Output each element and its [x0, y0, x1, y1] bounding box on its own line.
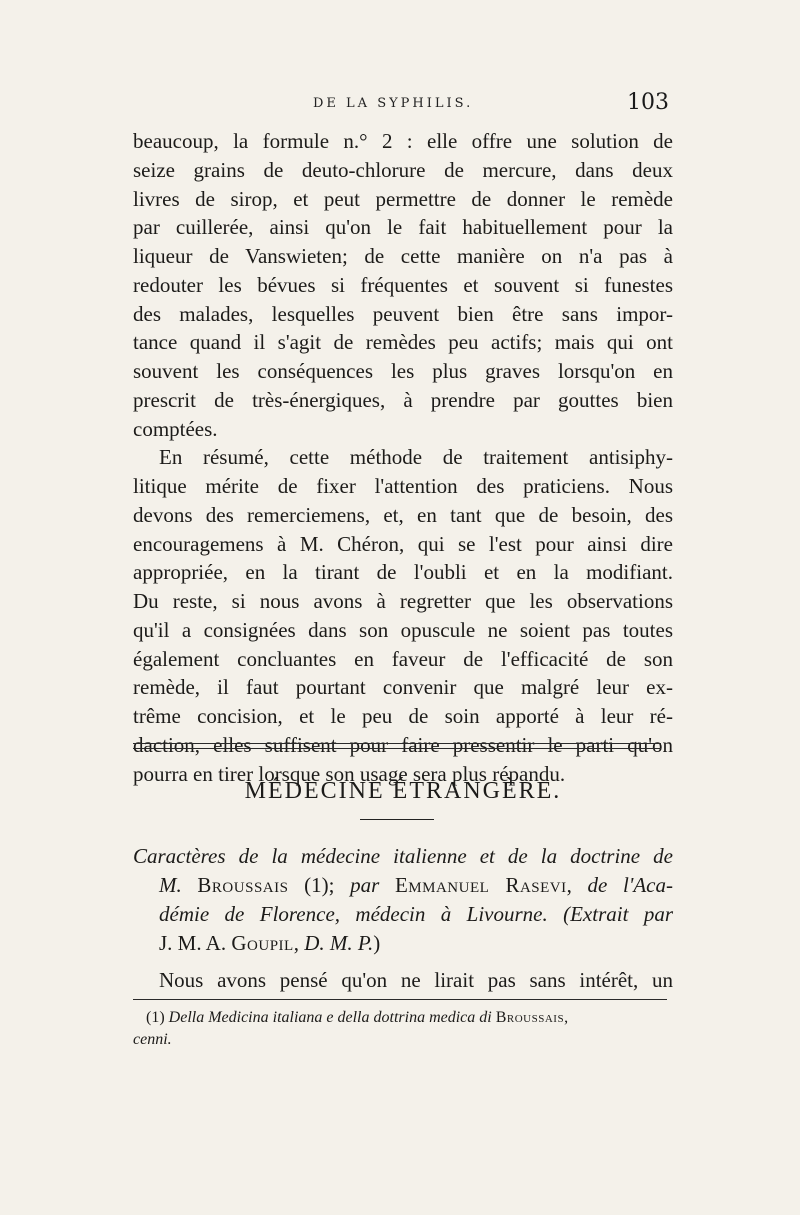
- article-title-segment: par: [350, 873, 395, 897]
- text-line: En résumé, cette méthode de traitement antisiphy-: [159, 445, 673, 470]
- footnote-marker: (1): [146, 1009, 169, 1026]
- author-name-rasevi: Emmanuel Rasevi: [394, 873, 567, 897]
- article-title-segment: M.: [159, 873, 198, 897]
- text-line: encouragemens à M. Chéron, qui se l'est pour ainsi dire: [133, 531, 673, 556]
- text-line: daction, elles suffisent pour faire pressentir le parti qu'on: [133, 732, 673, 757]
- text-line: des malades, lesquelles peuvent bien être sans impor-: [133, 301, 673, 326]
- article-title-line: [133, 871, 673, 900]
- article-heading: [133, 842, 673, 958]
- text-line: qu'il a consignées dans son opuscule ne soient pas toutes: [133, 617, 673, 642]
- footnote-title: Della Medicina italiana e della dottrina medica di: [168, 1009, 496, 1026]
- text-line: beaucoup, la formule n.° 2 : elle offre une solution de: [133, 129, 673, 153]
- text-line: par cuillerée, ainsi qu'on le fait habituellement pour la: [133, 215, 673, 240]
- text-line: souvent les conséquences les plus graves lorsqu'on en: [133, 359, 673, 383]
- footnote-author: Broussais: [495, 1009, 565, 1026]
- footnote-tail: ,: [564, 1009, 569, 1026]
- author-credentials: D. M. P.: [304, 931, 374, 955]
- text-line: liqueur de Vanswieten; de cette manière on n'a pas à: [133, 244, 673, 268]
- text-line: pourra en tirer lorsque son usage sera plus répandu.: [133, 761, 566, 786]
- article-title-segment: de l'Aca-: [587, 873, 674, 897]
- article-title-segment: ,: [566, 873, 588, 897]
- article-title-line: démie de Florence, médecin à Livourne. (Extrait par: [159, 902, 673, 926]
- text-line: trême concision, et le peu de soin apporté à leur ré-: [133, 704, 673, 728]
- article-title-line: [133, 929, 673, 958]
- text-line: redouter les bévues si fréquentes et souvent si funestes: [133, 272, 673, 297]
- section-title-rule: [360, 819, 434, 820]
- section-divider-double-rule: [133, 743, 661, 749]
- author-name-goupil: Goupil: [231, 931, 294, 955]
- footnote-rule: [133, 999, 667, 1000]
- article-title-line: Caractères de la médecine italienne et de la doctrine de: [133, 844, 673, 868]
- article-first-line: Nous avons pensé qu'on ne lirait pas sans intérêt, un: [159, 968, 673, 992]
- text-line: prescrit de très-énergiques, à prendre par gouttes bien: [133, 387, 673, 412]
- article-title-segment: J. M. A.: [159, 931, 232, 955]
- text-line: livres de sirop, et peut permettre de donner le remède: [133, 186, 673, 211]
- section-title: MÉDECINE ÉTRANGÈRE.: [244, 778, 562, 804]
- article-title-segment: ,: [293, 931, 305, 955]
- text-line: également concluantes en faveur de l'efficacité de son: [133, 646, 673, 671]
- text-line: tance quand il s'agit de remèdes peu actifs; mais qui ont: [133, 330, 673, 355]
- text-line: Du reste, si nous avons à regretter que les observations: [133, 589, 673, 613]
- text-line: devons des remerciemens, et, en tant que de besoin, des: [133, 502, 673, 527]
- footnote-line: [133, 1007, 673, 1029]
- footnote: [133, 1007, 673, 1051]
- footnote-line: cenni.: [133, 1031, 172, 1048]
- text-line: litique mérite de fixer l'attention des praticiens. Nous: [133, 474, 673, 498]
- author-name-broussais: Broussais: [197, 873, 289, 897]
- page-number: 103: [627, 90, 669, 115]
- text-line: remède, il faut pourtant convenir que malgré leur ex-: [133, 675, 673, 700]
- running-header: [133, 90, 669, 120]
- body-paragraphs: [133, 127, 673, 788]
- running-title: DE LA SYPHILIS.: [313, 96, 474, 111]
- text-line: seize grains de deuto-chlorure de mercure, dans deux: [133, 157, 673, 182]
- footnote-ref: (1);: [288, 873, 351, 897]
- text-line: appropriée, en la tirant de l'oubli et en la modifiant.: [133, 560, 673, 585]
- article-title-segment: ): [373, 931, 381, 955]
- text-line: comptées.: [133, 416, 218, 441]
